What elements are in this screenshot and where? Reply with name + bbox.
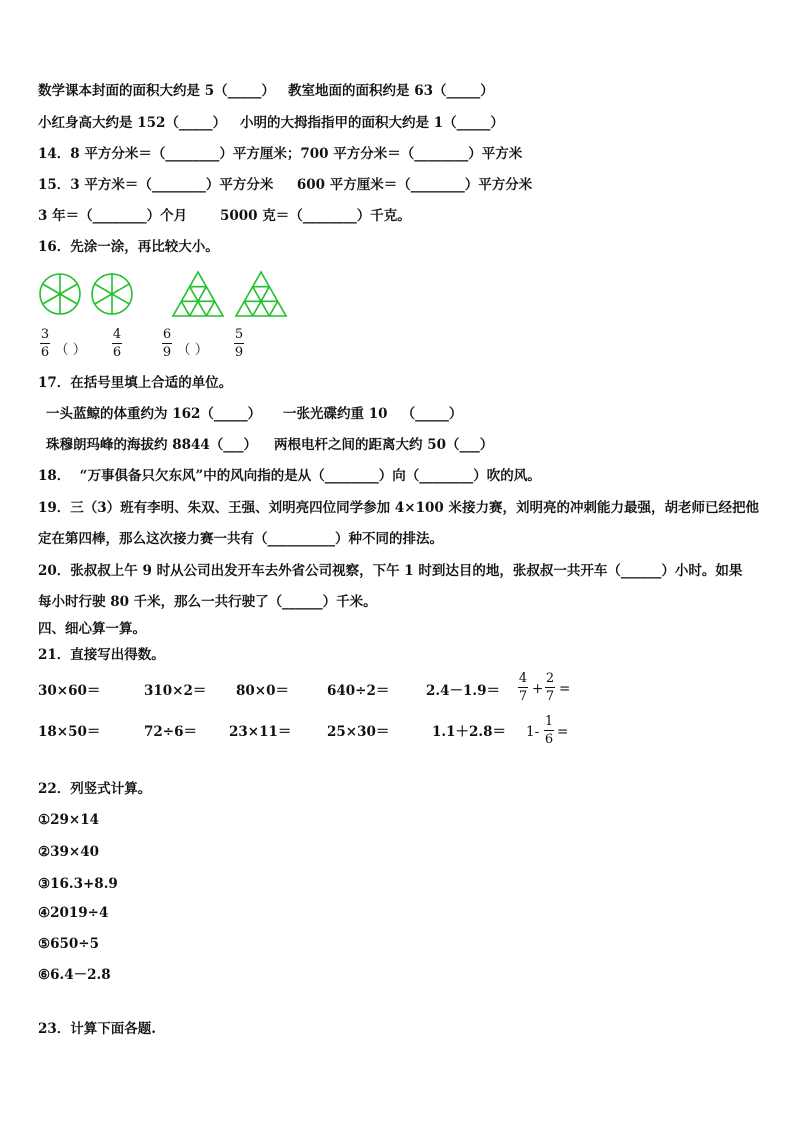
question-19-line2: 定在第四棒，那么这次接力赛一共有（__________）种不同的排法。 (38, 531, 443, 547)
denominator: 6 (112, 345, 122, 360)
fraction-bar (544, 730, 554, 731)
calc-operator: + (532, 681, 544, 697)
expression: 650÷5 (50, 936, 99, 952)
calc-item: 80×0＝ (236, 683, 289, 699)
question-21: 21．直接写出得数。 (38, 647, 165, 663)
calc-item: 25×30＝ (327, 724, 390, 740)
fraction-bar (518, 687, 528, 688)
numerator: 5 (234, 327, 244, 342)
denominator: 7 (545, 689, 555, 704)
compare-blank-1: （ ） (55, 342, 87, 358)
calc-item: 18×50＝ (38, 724, 101, 740)
calc-equals: = (559, 681, 571, 697)
denominator: 7 (518, 689, 528, 704)
line-height-2a: 小红身高大约是 152（_____） (38, 115, 227, 131)
circled-number: ④ (38, 905, 51, 921)
calc-equals: = (557, 724, 569, 740)
fraction-bar (545, 687, 555, 688)
circle-figure-1 (38, 272, 82, 316)
calc-whole: 1- (526, 724, 540, 740)
line-nail-2b: 小明的大拇指指甲的面积大约是 1（_____） (240, 115, 504, 131)
question-17-disc: 一张光碟约重 10 （_____） (283, 406, 463, 422)
denominator: 6 (40, 345, 50, 360)
circle-figure-2 (90, 272, 134, 316)
question-20-line1: 20．张叔叔上午 9 时从公司出发开车去外省公司视察，下午 1 时到达目的地，张叔叔一共开车（______）小时。如果 (38, 563, 743, 579)
calc-fraction-1-6 (544, 715, 554, 747)
expression: 39×40 (50, 844, 99, 860)
fraction-bar (162, 343, 172, 344)
question-17-poles: 两根电杆之间的距离大约 50（___） (274, 437, 494, 453)
vertical-item-6 (38, 966, 111, 984)
expression: 16.3+8.9 (50, 876, 118, 892)
fraction-bar (112, 343, 122, 344)
question-18: 18． “万事俱备只欠东风”中的风向指的是从（________）向（________）吹的风。 (38, 468, 541, 484)
denominator: 9 (162, 345, 172, 360)
denominator: 9 (234, 345, 244, 360)
vertical-item-2 (38, 843, 99, 861)
compare-blank-2: （ ） (177, 342, 209, 358)
circled-number: ⑥ (38, 967, 51, 983)
fraction-5-9 (234, 328, 244, 360)
question-22: 22．列竖式计算。 (38, 781, 152, 797)
calc-item: 30×60＝ (38, 683, 101, 699)
calc-fraction-2-7 (545, 672, 555, 704)
numerator: 2 (545, 671, 555, 686)
fraction-3-6 (40, 328, 50, 360)
expression: 6.4－2.8 (50, 967, 111, 983)
circled-number: ⑤ (38, 936, 51, 952)
numerator: 1 (544, 714, 554, 729)
fraction-bar (234, 343, 244, 344)
circled-number: ① (38, 812, 51, 828)
calc-item: 640÷2＝ (327, 683, 390, 699)
expression: 2019÷4 (50, 905, 109, 921)
question-19-line1: 19．三（3）班有李明、朱双、王强、刘明亮四位同学参加 4×100 米接力赛，刘明亮的冲刺能力最强，胡老师已经把他 (38, 500, 759, 516)
question-23: 23．计算下面各题. (38, 1021, 156, 1037)
question-16: 16．先涂一涂，再比较大小。 (38, 239, 219, 255)
denominator: 6 (544, 732, 554, 747)
vertical-item-4 (38, 904, 108, 922)
numerator: 4 (112, 327, 122, 342)
question-17-everest: 珠穆朗玛峰的海拔约 8844（___） (46, 437, 258, 453)
question-17: 17．在括号里填上合适的单位。 (38, 375, 233, 391)
line-area-1a: 数学课本封面的面积大约是 5（_____） (38, 83, 275, 99)
circled-number: ② (38, 844, 51, 860)
line-area-1b: 教室地面的面积约是 63（_____） (288, 83, 494, 99)
vertical-item-5 (38, 935, 99, 953)
question-15: 15．3 平方米＝（________）平方分米 600 平方厘米＝（________）平方分米 (38, 177, 533, 193)
numerator: 3 (40, 327, 50, 342)
circled-number: ③ (38, 876, 51, 892)
calc-item: 2.4－1.9＝ (426, 683, 500, 699)
triangle-figure-1 (171, 270, 225, 318)
question-15b: 3 年＝（________）个月 5000 克＝（________）千克。 (38, 208, 411, 224)
fraction-bar (40, 343, 50, 344)
numerator: 4 (518, 671, 528, 686)
calc-item: 310×2＝ (144, 683, 207, 699)
vertical-item-3 (38, 875, 118, 893)
fraction-4-6 (112, 328, 122, 360)
section-4-title: 四、细心算一算。 (38, 621, 146, 637)
expression: 29×14 (50, 812, 99, 828)
fraction-6-9 (162, 328, 172, 360)
numerator: 6 (162, 327, 172, 342)
question-14: 14．8 平方分米＝（________）平方厘米；700 平方分米＝（________）平方米 (38, 146, 523, 162)
question-20-line2: 每小时行驶 80 千米，那么一共行驶了（______）千米。 (38, 594, 377, 610)
triangle-figure-2 (234, 270, 288, 318)
calc-item: 23×11＝ (229, 724, 292, 740)
calc-item: 1.1＋2.8＝ (432, 724, 506, 740)
vertical-item-1 (38, 811, 99, 829)
calc-item: 72÷6＝ (144, 724, 197, 740)
calc-fraction-4-7 (518, 672, 528, 704)
question-17-whale: 一头蓝鲸的体重约为 162（_____） (46, 406, 262, 422)
